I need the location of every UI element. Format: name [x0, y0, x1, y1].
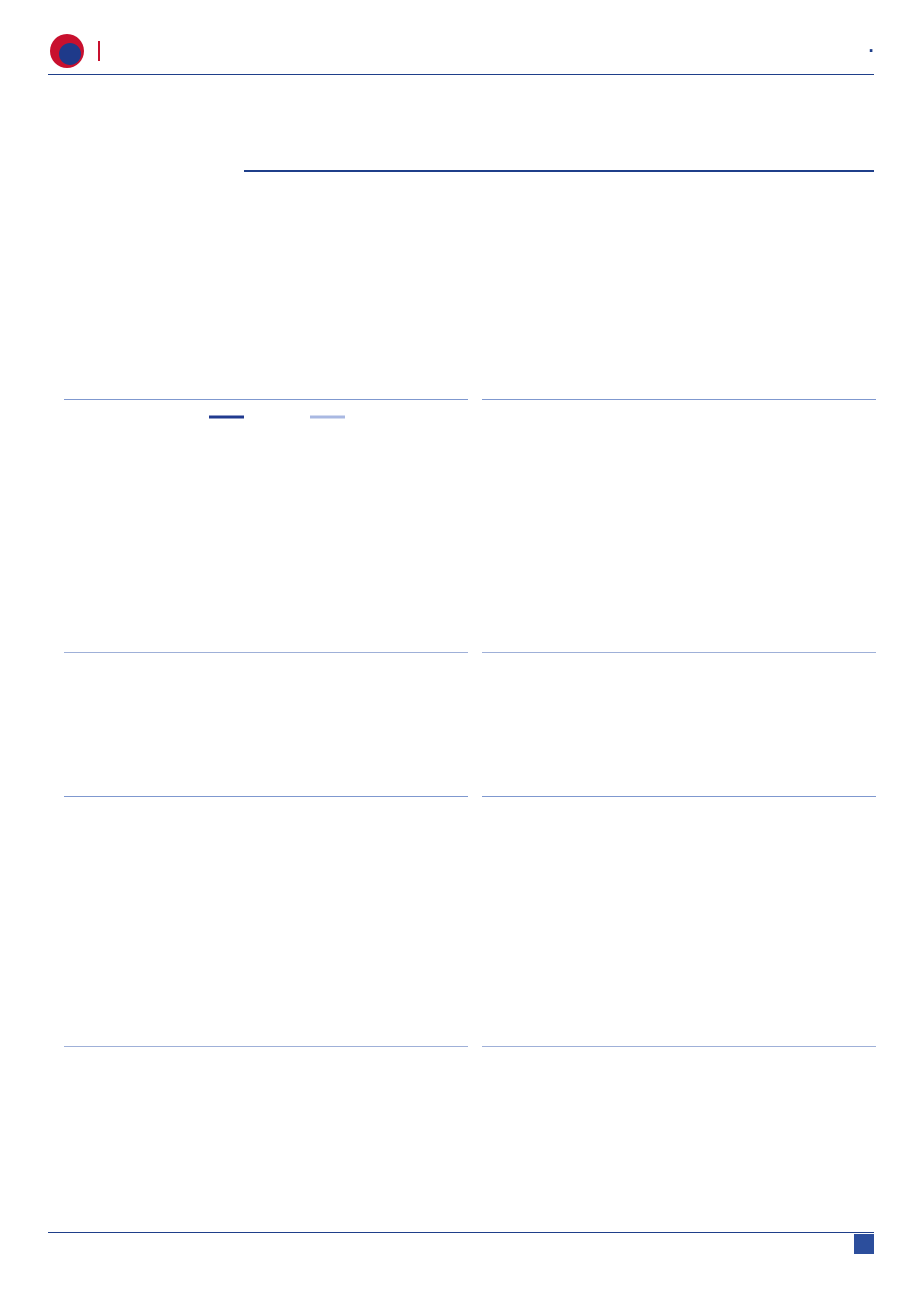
figure-1-top-rule — [64, 399, 468, 400]
footer-divider — [48, 1232, 874, 1233]
figure-2-top-rule — [482, 399, 876, 400]
header-title: · — [868, 42, 874, 60]
section-divider — [244, 170, 874, 172]
page-number — [854, 1234, 874, 1254]
figure-3-bottom-rule — [64, 1046, 468, 1047]
figure-4-top-rule — [482, 796, 876, 797]
figure-3-chart — [64, 800, 468, 1045]
figure-2-chart — [482, 402, 876, 652]
figure-4-bottom-rule — [482, 1046, 876, 1047]
figure-2-bottom-rule — [482, 652, 876, 653]
figure-1-bottom-rule — [64, 652, 468, 653]
figure-3-top-rule — [64, 796, 468, 797]
cgs-logo-icon — [50, 34, 84, 68]
header-divider — [48, 74, 874, 75]
figure-1-chart — [64, 402, 468, 652]
logo — [50, 34, 106, 68]
figure-4-chart — [482, 800, 876, 1045]
